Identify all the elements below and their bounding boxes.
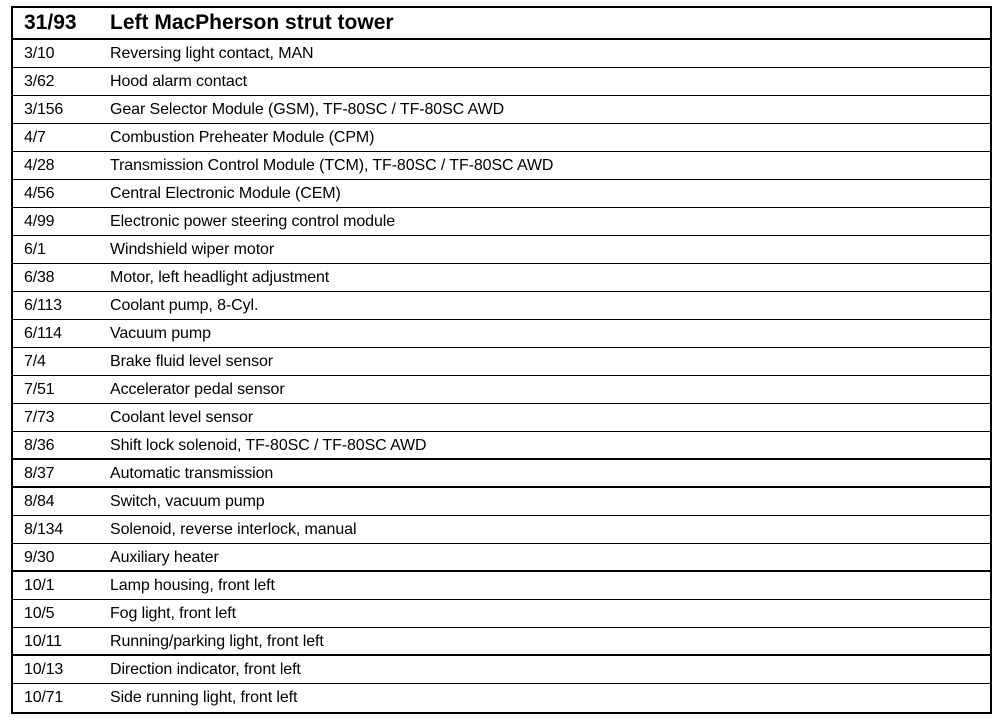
component-description: Running/parking light, front left [110, 633, 324, 650]
location-title: Left MacPherson strut tower [110, 11, 394, 34]
component-code: 10/1 [24, 577, 55, 594]
component-code: 8/134 [24, 521, 64, 538]
table-row [13, 320, 990, 348]
component-code: 3/10 [24, 45, 55, 62]
component-description: Windshield wiper motor [110, 241, 275, 258]
component-code: 4/7 [24, 129, 46, 146]
table-row [13, 684, 990, 712]
component-code: 6/38 [24, 269, 55, 286]
component-description: Central Electronic Module (CEM) [110, 185, 341, 202]
component-code: 3/156 [24, 101, 64, 118]
table-row [13, 68, 990, 96]
component-description: Coolant pump, 8-Cyl. [110, 297, 259, 314]
component-description: Combustion Preheater Module (CPM) [110, 129, 375, 146]
component-code: 8/37 [24, 465, 55, 482]
component-table [11, 6, 992, 714]
table-row [13, 152, 990, 180]
component-description: Coolant level sensor [110, 409, 253, 426]
component-description: Switch, vacuum pump [110, 493, 265, 510]
component-description: Motor, left headlight adjustment [110, 269, 330, 286]
table-row [13, 376, 990, 404]
table-row [13, 292, 990, 320]
table-row [13, 516, 990, 544]
component-description: Gear Selector Module (GSM), TF-80SC / TF-80SC AWD [110, 101, 505, 118]
table-row [13, 180, 990, 208]
table-row [13, 544, 990, 572]
table-row [13, 460, 990, 488]
table-row [13, 572, 990, 600]
component-code: 10/13 [24, 661, 64, 678]
component-code: 8/36 [24, 437, 55, 454]
component-description: Direction indicator, front left [110, 661, 301, 678]
component-code: 7/51 [24, 381, 55, 398]
component-code: 6/113 [24, 297, 62, 314]
table-row [13, 40, 990, 68]
table-row [13, 404, 990, 432]
component-code: 7/73 [24, 409, 55, 426]
component-description: Fog light, front left [110, 605, 236, 622]
table-row [13, 264, 990, 292]
component-description: Automatic transmission [110, 465, 274, 482]
table-row [13, 488, 990, 516]
location-code: 31/93 [24, 11, 77, 34]
component-code: 10/71 [24, 689, 64, 706]
component-description: Transmission Control Module (TCM), TF-80SC / TF-80SC AWD [110, 157, 554, 174]
component-code: 4/99 [24, 213, 55, 230]
component-code: 6/1 [24, 241, 46, 258]
component-code: 10/5 [24, 605, 55, 622]
table-row [13, 124, 990, 152]
table-row [13, 432, 990, 460]
component-code: 7/4 [24, 353, 46, 370]
table-row [13, 600, 990, 628]
component-description: Hood alarm contact [110, 73, 247, 90]
component-description: Accelerator pedal sensor [110, 381, 285, 398]
table-row [13, 96, 990, 124]
table-row [13, 628, 990, 656]
component-code: 3/62 [24, 73, 55, 90]
component-description: Reversing light contact, MAN [110, 45, 314, 62]
component-description: Electronic power steering control module [110, 213, 396, 230]
table-header [13, 8, 990, 40]
component-description: Lamp housing, front left [110, 577, 275, 594]
component-description: Brake fluid level sensor [110, 353, 274, 370]
component-description: Shift lock solenoid, TF-80SC / TF-80SC AWD [110, 437, 427, 454]
component-code: 4/56 [24, 185, 55, 202]
table-row [13, 656, 990, 684]
component-code: 9/30 [24, 549, 55, 566]
component-description: Side running light, front left [110, 689, 298, 706]
component-description: Auxiliary heater [110, 549, 219, 566]
component-code: 4/28 [24, 157, 55, 174]
component-description: Solenoid, reverse interlock, manual [110, 521, 357, 538]
table-row [13, 236, 990, 264]
table-row [13, 208, 990, 236]
table-rows [13, 40, 990, 712]
component-code: 6/114 [24, 325, 62, 342]
component-code: 10/11 [24, 633, 62, 650]
table-row [13, 348, 990, 376]
component-description: Vacuum pump [110, 325, 211, 342]
component-code: 8/84 [24, 493, 55, 510]
